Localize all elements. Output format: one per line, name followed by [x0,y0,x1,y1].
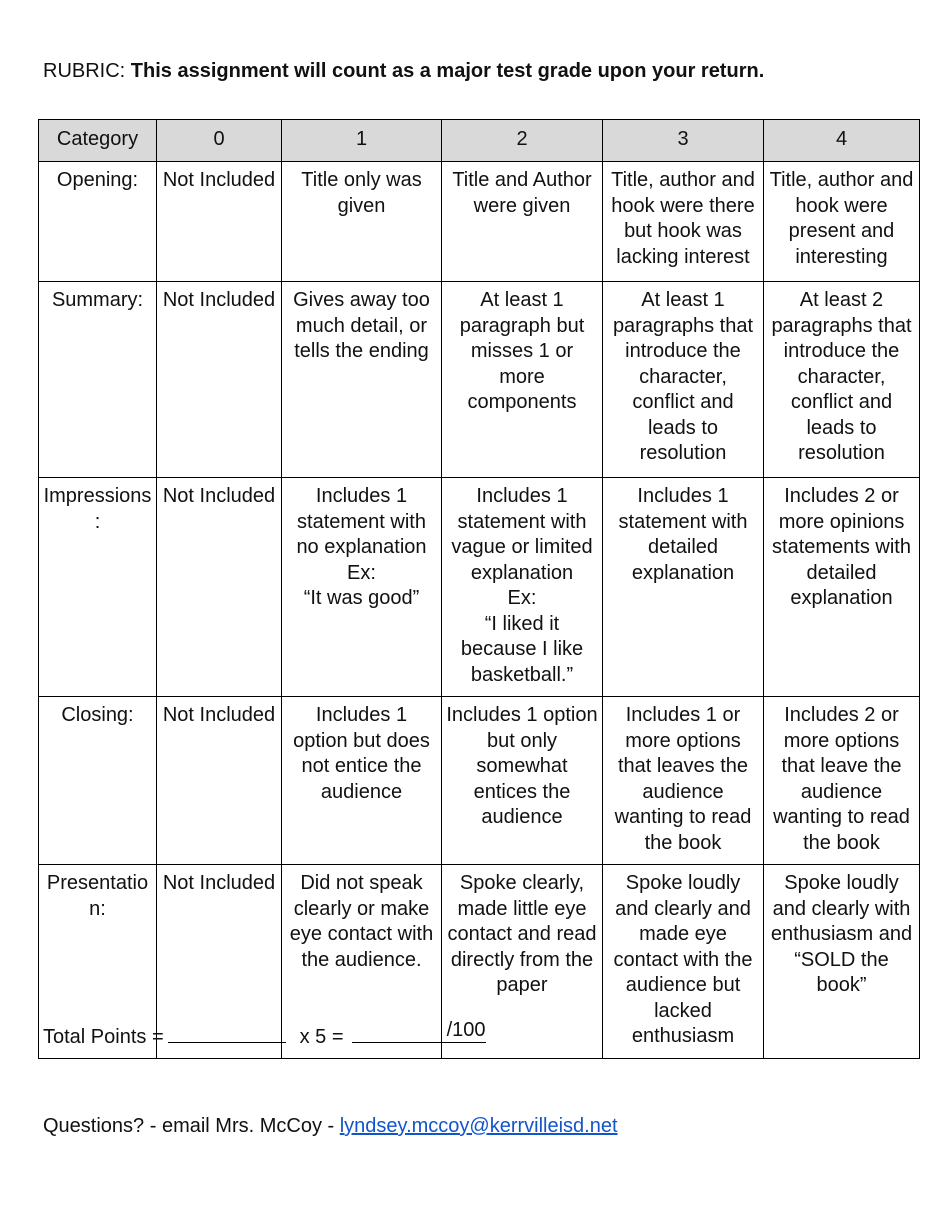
cell-text: Includes 2 or more options that leave the audience wanting to read the book [773,704,910,854]
header-row [39,120,920,162]
score-cell [282,162,442,282]
cell-text: Title, author and hook were present and interesting [769,169,914,268]
score-cell [282,478,442,697]
score-cell [764,282,920,478]
score-cell [603,282,764,478]
cell-text: Title only was given [301,169,422,217]
email-link[interactable]: lyndsey.mccoy@kerrvilleisd.net [339,1115,618,1137]
cell-text: Not Included [162,485,276,507]
category-cell: Opening: [39,162,157,282]
table-row [39,697,920,865]
category-cell: Summary: [39,282,157,478]
cell-text: Includes 1 statement with vague or limited explanation Ex: “I liked it because I like basketball.” [451,485,593,686]
score-cell [764,478,920,697]
score-cell [157,697,282,865]
cell-text: Title and Author were given [452,169,592,217]
score-cell [764,162,920,282]
score-cell [157,162,282,282]
score-cell [603,478,764,697]
category-cell: Closing: [39,697,157,865]
cell-text: Spoke loudly and clearly with enthusiasm and “SOLD the book” [770,872,913,996]
score-cell [282,282,442,478]
cell-text: At least 1 paragraphs that introduce the character, conflict and leads to resolution [612,289,754,464]
cell-text: Not Included [162,169,276,191]
header-category: Category [39,120,157,162]
cell-text: Not Included [162,289,276,311]
rubric-note: This assignment will count as a major test grade upon your return. [130,60,765,82]
score-cell [603,162,764,282]
score-cell [157,478,282,697]
cell-text: At least 1 paragraph but misses 1 or more components [459,289,585,413]
rubric-table-header [39,120,920,162]
cell-text: Not Included [162,704,276,726]
score-cell [603,865,764,1059]
total-points-blank [168,1022,286,1043]
cell-text: Spoke clearly, made little eye contact and read directly from the paper [447,872,597,996]
cell-text: Gives away too much detail, or tells the ending [293,289,430,362]
cell-text: Includes 1 statement with no explanation Ex: “It was good” [296,485,427,609]
header-score-2: 2 [442,120,603,162]
questions-line [43,1113,618,1139]
header-score-4: 4 [764,120,920,162]
questions-prefix: Questions? - email Mrs. McCoy - [43,1115,335,1137]
total-points-line [43,1019,486,1050]
rubric-label: RUBRIC: [43,60,126,82]
out-of-label: /100 [446,1019,486,1041]
rubric-heading [43,58,764,84]
score-cell [603,697,764,865]
score-cell [442,282,603,478]
cell-text: Did not speak clearly or make eye contact with the audience. [289,872,434,971]
cell-text: Includes 1 or more options that leaves the audience wanting to read the book [614,704,752,854]
multiplier-label: x 5 = [299,1026,344,1048]
cell-text: At least 2 paragraphs that introduce the character, conflict and leads to resolution [771,289,912,464]
header-score-1: 1 [282,120,442,162]
category-cell: Impressions: [39,478,157,697]
cell-text: Includes 1 option but only somewhat entices the audience [446,704,598,828]
cell-text: Includes 2 or more opinions statements with detailed explanation [772,485,911,609]
score-cell [764,697,920,865]
total-points-label: Total Points = [43,1026,164,1048]
cell-text: Title, author and hook were there but hook was lacking interest [611,169,755,268]
cell-text: Includes 1 option but does not entice the audience [293,704,430,803]
cell-text: Spoke loudly and clearly and made eye contact with the audience but lacked enthusiasm [613,872,753,1047]
rubric-table-body [39,162,920,1059]
score-cell [442,478,603,697]
rubric-table [38,119,920,1059]
header-score-3: 3 [603,120,764,162]
score-cell [442,697,603,865]
score-cell [764,865,920,1059]
table-row [39,162,920,282]
category-cell: Presentation: [39,865,157,1059]
score-cell [442,162,603,282]
cell-text: Includes 1 statement with detailed explanation [618,485,748,584]
score-cell [282,697,442,865]
table-row [39,282,920,478]
header-score-0: 0 [157,120,282,162]
table-row [39,478,920,697]
cell-text: Not Included [162,872,276,894]
score-cell [157,282,282,478]
final-score-blank [352,1019,486,1043]
